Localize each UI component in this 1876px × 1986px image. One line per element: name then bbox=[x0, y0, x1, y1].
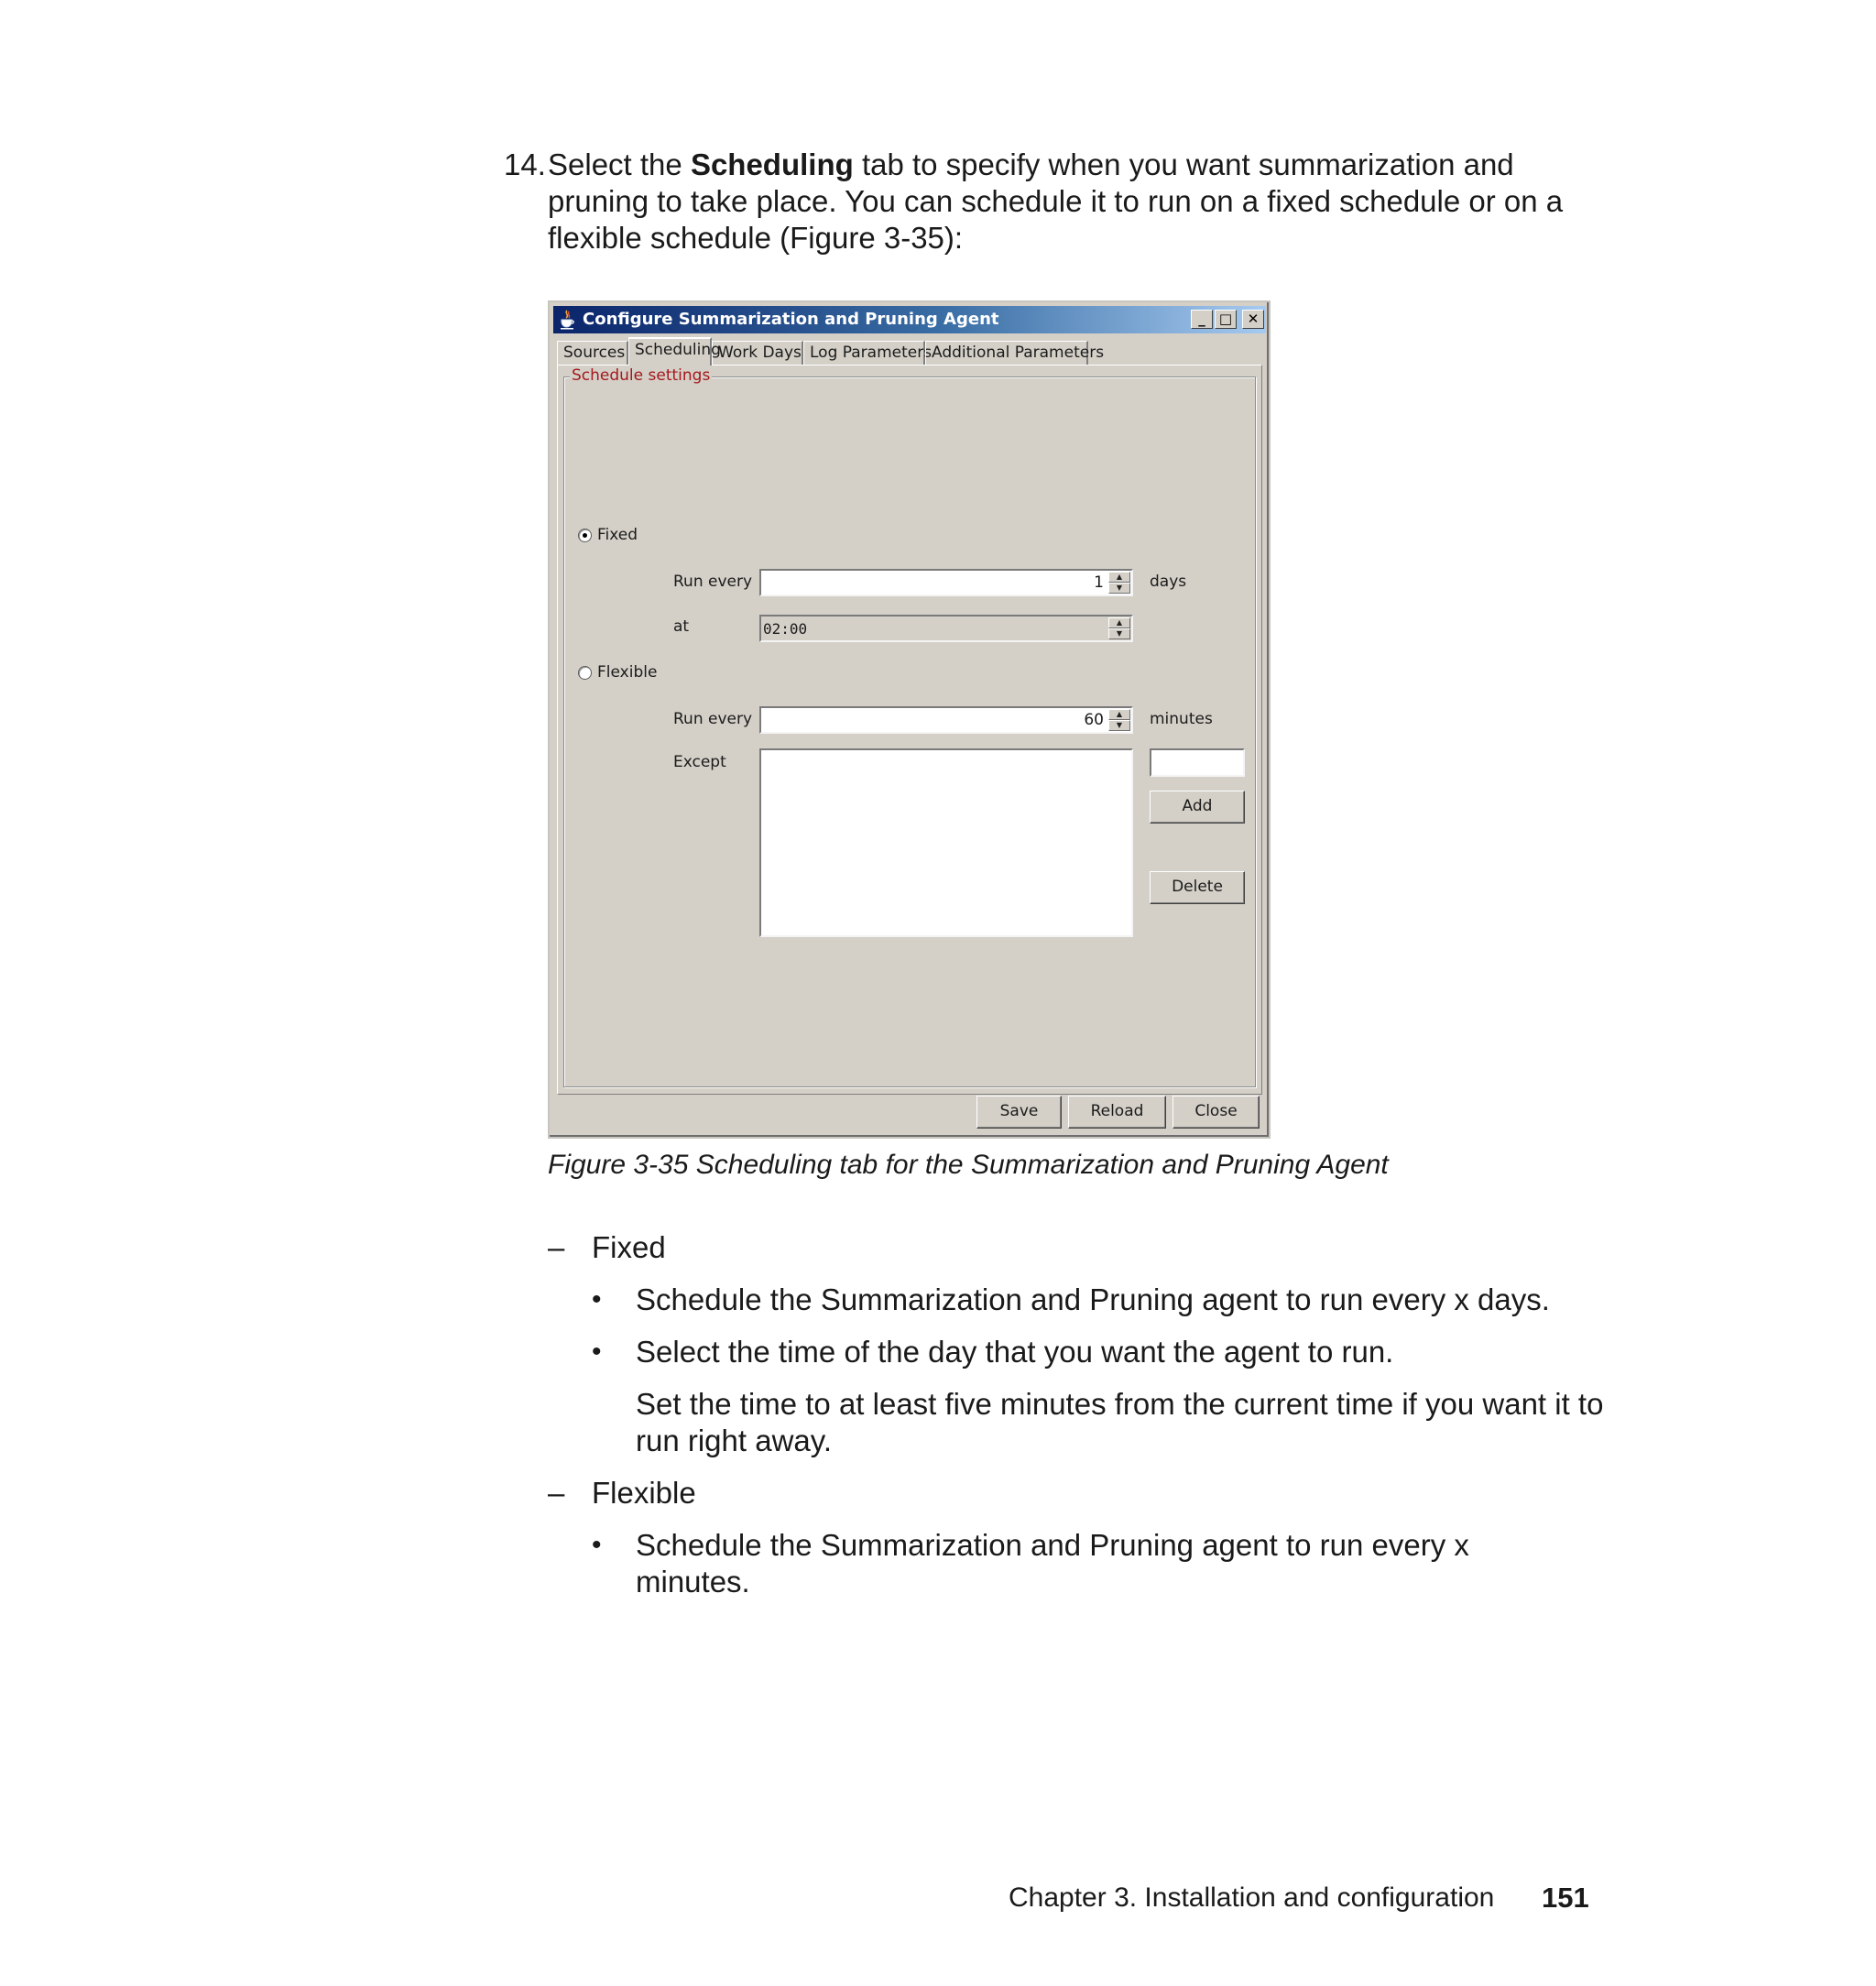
dialog-titlebar[interactable] bbox=[553, 306, 1266, 333]
tab-strip bbox=[557, 337, 1262, 365]
spin-up-arrow-icon[interactable]: ▲ bbox=[1108, 617, 1130, 628]
flexible-radio[interactable] bbox=[578, 666, 592, 680]
fixed-bullet-2: Select the time of the day that you want the agent to run. bbox=[636, 1335, 1394, 1369]
bullet-marker: • bbox=[592, 1337, 602, 1367]
spin-down-arrow-icon[interactable]: ▼ bbox=[1108, 720, 1130, 731]
configure-dialog bbox=[548, 300, 1271, 1139]
bullet-marker: • bbox=[592, 1284, 602, 1315]
flexible-label: Flexible bbox=[597, 663, 658, 682]
fixed-bullet-1: Schedule the Summarization and Pruning agent to run every x days. bbox=[636, 1282, 1550, 1316]
spin-up-arrow-icon[interactable]: ▲ bbox=[1108, 572, 1130, 583]
flexible-heading: Flexible bbox=[592, 1476, 696, 1510]
tab-scheduling[interactable]: Scheduling bbox=[628, 337, 712, 366]
tab-log-parameters[interactable]: Log Parameters bbox=[803, 341, 925, 365]
spinner-buttons bbox=[1108, 572, 1130, 594]
except-label: Except bbox=[673, 753, 726, 771]
figure-caption: Figure 3-35 Scheduling tab for the Summarization and Pruning Agent bbox=[548, 1150, 1389, 1180]
dash-marker: – bbox=[548, 1230, 565, 1264]
scheduling-panel bbox=[557, 365, 1262, 1095]
maximize-button[interactable]: □ bbox=[1215, 310, 1237, 329]
fixed-days-unit: days bbox=[1150, 573, 1187, 591]
fixed-run-every-value: 1 bbox=[1094, 573, 1104, 592]
reload-button[interactable]: Reload bbox=[1068, 1096, 1166, 1129]
except-time-input[interactable] bbox=[1150, 748, 1245, 777]
spin-down-arrow-icon[interactable]: ▼ bbox=[1108, 583, 1130, 594]
tab-work-days[interactable]: Work Days bbox=[712, 341, 803, 365]
fixed-at-label: at bbox=[673, 617, 690, 636]
delete-button[interactable]: Delete bbox=[1150, 871, 1245, 904]
dash-marker: – bbox=[548, 1476, 565, 1510]
step-text-after: tab to specify when you want summarization and pruning to take place. You can schedule it to run on a fixed schedule or on a flexible schedule (Figure 3-35): bbox=[548, 147, 1564, 255]
minimize-button[interactable]: _ bbox=[1191, 310, 1213, 329]
fixed-heading: Fixed bbox=[592, 1230, 666, 1264]
dialog-title: Configure Summarization and Pruning Agent bbox=[583, 310, 999, 329]
flexible-minutes-unit: minutes bbox=[1150, 710, 1213, 728]
close-window-button[interactable]: ✕ bbox=[1242, 310, 1264, 329]
step-paragraph bbox=[548, 147, 1601, 256]
fixed-run-every-label: Run every bbox=[673, 573, 753, 591]
flexible-bullet-1: Schedule the Summarization and Pruning agent to run every x minutes. bbox=[636, 1528, 1469, 1599]
java-cup-icon bbox=[559, 310, 575, 330]
flexible-run-every-value: 60 bbox=[1084, 711, 1104, 729]
flexible-run-every-spinner[interactable] bbox=[759, 706, 1133, 734]
time-spinner-buttons bbox=[1108, 617, 1130, 639]
spin-up-arrow-icon[interactable]: ▲ bbox=[1108, 709, 1130, 720]
fixed-at-time-spinner[interactable] bbox=[759, 615, 1133, 642]
bullet-marker: • bbox=[592, 1530, 602, 1560]
spinner-buttons bbox=[1108, 709, 1130, 731]
spin-down-arrow-icon[interactable]: ▼ bbox=[1108, 628, 1130, 639]
tab-additional-parameters[interactable]: Additional Parameters bbox=[925, 341, 1088, 365]
step-tab-name: Scheduling bbox=[690, 147, 854, 181]
save-button[interactable]: Save bbox=[976, 1096, 1062, 1129]
tab-sources[interactable]: Sources bbox=[557, 341, 628, 365]
fixed-radio[interactable] bbox=[578, 529, 592, 542]
except-list[interactable] bbox=[759, 748, 1133, 937]
radio-selected-dot bbox=[583, 533, 587, 538]
fixed-note: Set the time to at least five minutes from the current time if you want it to run right away. bbox=[636, 1387, 1604, 1457]
fixed-at-time-value: 02:00 bbox=[763, 620, 808, 638]
step-number: 14. bbox=[504, 147, 546, 181]
step-text-before: Select the bbox=[548, 147, 691, 181]
flexible-run-every-label: Run every bbox=[673, 710, 753, 728]
fixed-run-every-spinner[interactable] bbox=[759, 569, 1133, 596]
fixed-label: Fixed bbox=[597, 526, 638, 544]
page-number: 151 bbox=[1542, 1882, 1589, 1914]
footer-chapter: Chapter 3. Installation and configuration bbox=[1009, 1882, 1495, 1913]
add-button[interactable]: Add bbox=[1150, 791, 1245, 824]
schedule-settings-title: Schedule settings bbox=[572, 366, 711, 385]
close-button[interactable]: Close bbox=[1172, 1096, 1260, 1129]
